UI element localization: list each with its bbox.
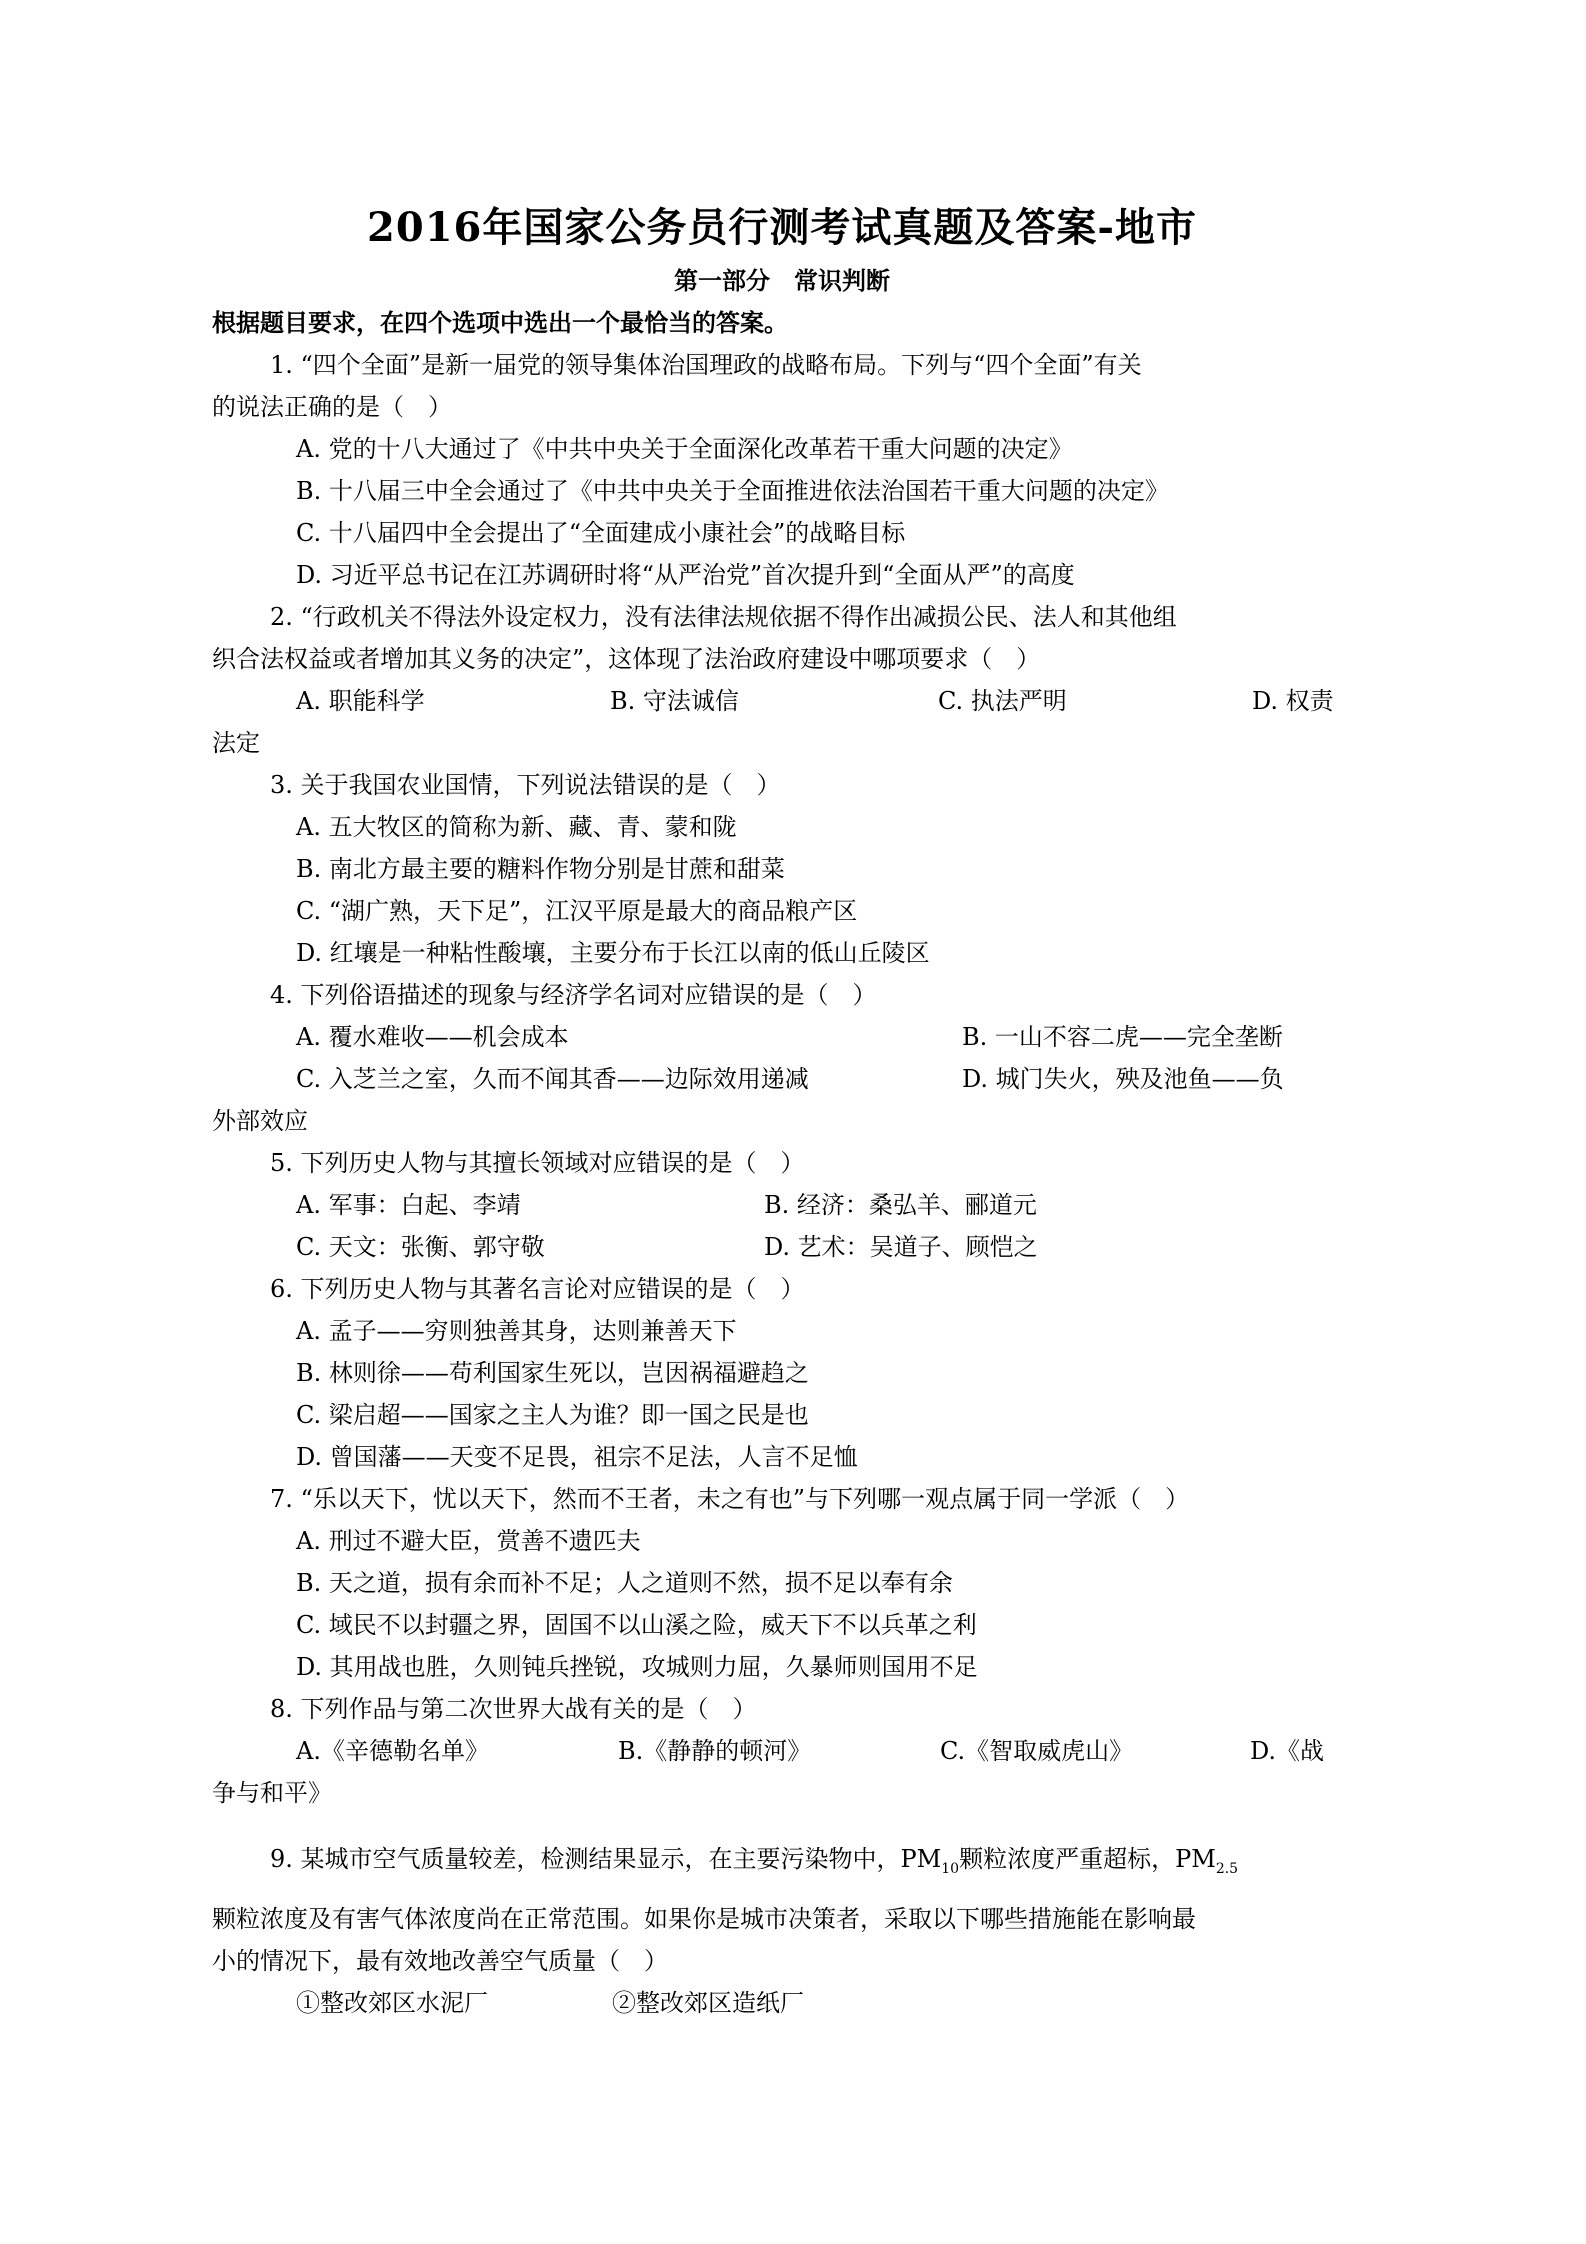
question-2-option-b: B. 守法诚信 bbox=[610, 687, 739, 715]
question-9-option-2: ②整改郊区造纸厂 bbox=[612, 1989, 804, 2017]
section-heading: 第一部分 常识判断 bbox=[674, 266, 890, 295]
question-5-option-b: B. 经济：桑弘羊、郦道元 bbox=[764, 1191, 1037, 1219]
question-2-option-c: C. 执法严明 bbox=[938, 687, 1067, 715]
question-3-option-b: B. 南北方最主要的糖料作物分别是甘蔗和甜菜 bbox=[296, 855, 785, 883]
question-7-option-b: B. 天之道，损有余而补不足；人之道则不然，损不足以奉有余 bbox=[296, 1569, 953, 1597]
question-4-option-c: C. 入芝兰之室，久而不闻其香——边际效用递减 bbox=[296, 1065, 809, 1093]
question-8-options bbox=[212, 1730, 1352, 1772]
question-9-options bbox=[212, 1982, 1352, 2024]
question-7-stem: 7. “乐以天下，忧以天下，然而不王者，未之有也”与下列哪一观点属于同一学派（ ） bbox=[270, 1485, 1190, 1513]
question-8-option-c: C.《智取威虎山》 bbox=[940, 1737, 1134, 1765]
question-5-option-c: C. 天文：张衡、郭守敬 bbox=[296, 1233, 545, 1261]
question-2-option-d-cont: 法定 bbox=[212, 729, 260, 757]
question-6-option-d: D. 曾国藩——天变不足畏，祖宗不足法，人言不足恤 bbox=[296, 1443, 858, 1471]
instruction-text: 根据题目要求，在四个选项中选出一个最恰当的答案。 bbox=[212, 308, 788, 337]
question-5-option-a: A. 军事：白起、李靖 bbox=[296, 1191, 521, 1219]
question-1-option-a: A. 党的十八大通过了《中共中央关于全面深化改革若干重大问题的决定》 bbox=[296, 435, 1073, 463]
pm25-subscript: 2.5 bbox=[1215, 1861, 1239, 1877]
question-3-option-a: A. 五大牧区的简称为新、藏、青、蒙和陇 bbox=[296, 813, 737, 841]
question-6-stem: 6. 下列历史人物与其著名言论对应错误的是（ ） bbox=[270, 1275, 805, 1303]
question-4-option-b: B. 一山不容二虎——完全垄断 bbox=[962, 1023, 1283, 1051]
page-title: 2016年国家公务员行测考试真题及答案-地市 bbox=[367, 204, 1197, 251]
question-4-option-d-cont: 外部效应 bbox=[212, 1107, 308, 1135]
question-9-option-1: ①整改郊区水泥厂 bbox=[296, 1989, 488, 2017]
question-4-options-cd bbox=[212, 1058, 1352, 1100]
question-4-options-ab bbox=[212, 1016, 1352, 1058]
question-4-stem: 4. 下列俗语描述的现象与经济学名词对应错误的是（ ） bbox=[270, 981, 877, 1009]
question-8-option-d-cont: 争与和平》 bbox=[212, 1779, 332, 1807]
question-2-stem: 2. “行政机关不得法外设定权力，没有法律法规依据不得作出减损公民、法人和其他组 bbox=[270, 603, 1177, 631]
question-5-option-d: D. 艺术：吴道子、顾恺之 bbox=[764, 1233, 1038, 1261]
question-5-options-ab bbox=[212, 1184, 1352, 1226]
question-2-option-d: D. 权责 bbox=[1252, 687, 1334, 715]
question-3-option-c: C. “湖广熟，天下足”，江汉平原是最大的商品粮产区 bbox=[296, 897, 858, 925]
question-9-stem-part1: 9. 某城市空气质量较差，检测结果显示，在主要污染物中，PM bbox=[270, 1845, 942, 1873]
question-8-option-b: B.《静静的顿河》 bbox=[618, 1737, 812, 1765]
question-9-stem-cont2: 小的情况下，最有效地改善空气质量（ ） bbox=[212, 1947, 668, 1975]
question-9-stem-part2: 颗粒浓度严重超标，PM bbox=[959, 1845, 1216, 1873]
question-9-stem bbox=[212, 1836, 1352, 1898]
question-2-option-a: A. 职能科学 bbox=[296, 687, 425, 715]
question-8-stem: 8. 下列作品与第二次世界大战有关的是（ ） bbox=[270, 1695, 757, 1723]
question-2-stem-cont: 织合法权益或者增加其义务的决定”，这体现了法治政府建设中哪项要求（ ） bbox=[212, 645, 1041, 673]
document-page bbox=[212, 196, 1352, 2024]
question-5-stem: 5. 下列历史人物与其擅长领域对应错误的是（ ） bbox=[270, 1149, 805, 1177]
question-9-stem-cont: 颗粒浓度及有害气体浓度尚在正常范围。如果你是城市决策者，采取以下哪些措施能在影响最 bbox=[212, 1905, 1196, 1933]
question-1-option-d: D. 习近平总书记在江苏调研时将“从严治党”首次提升到“全面从严”的高度 bbox=[296, 561, 1075, 589]
question-5-options-cd bbox=[212, 1226, 1352, 1268]
question-6-option-c: C. 梁启超——国家之主人为谁？即一国之民是也 bbox=[296, 1401, 809, 1429]
question-7-option-d: D. 其用战也胜，久则钝兵挫锐，攻城则力屈，久暴师则国用不足 bbox=[296, 1653, 978, 1681]
question-6-option-b: B. 林则徐——苟利国家生死以，岂因祸福避趋之 bbox=[296, 1359, 809, 1387]
question-7-option-a: A. 刑过不避大臣，赏善不遗匹夫 bbox=[296, 1527, 641, 1555]
question-4-option-d: D. 城门失火，殃及池鱼——负 bbox=[962, 1065, 1284, 1093]
question-6-option-a: A. 孟子——穷则独善其身，达则兼善天下 bbox=[296, 1317, 737, 1345]
question-1-stem: 1. “四个全面”是新一届党的领导集体治国理政的战略布局。下列与“四个全面”有关 bbox=[270, 351, 1142, 379]
question-2-options bbox=[212, 680, 1352, 722]
question-4-option-a: A. 覆水难收——机会成本 bbox=[296, 1023, 569, 1051]
pm10-subscript: 10 bbox=[941, 1861, 960, 1877]
question-1-option-b: B. 十八届三中全会通过了《中共中央关于全面推进依法治国若干重大问题的决定》 bbox=[296, 477, 1169, 505]
question-8-option-a: A.《辛德勒名单》 bbox=[296, 1737, 489, 1765]
question-8-option-d: D.《战 bbox=[1250, 1737, 1325, 1765]
question-3-stem: 3. 关于我国农业国情，下列说法错误的是（ ） bbox=[270, 771, 781, 799]
question-1-stem-cont: 的说法正确的是（ ） bbox=[212, 393, 452, 421]
question-7-option-c: C. 域民不以封疆之界，固国不以山溪之险，威天下不以兵革之利 bbox=[296, 1611, 977, 1639]
question-3-option-d: D. 红壤是一种粘性酸壤，主要分布于长江以南的低山丘陵区 bbox=[296, 939, 930, 967]
question-1-option-c: C. 十八届四中全会提出了“全面建成小康社会”的战略目标 bbox=[296, 519, 906, 547]
